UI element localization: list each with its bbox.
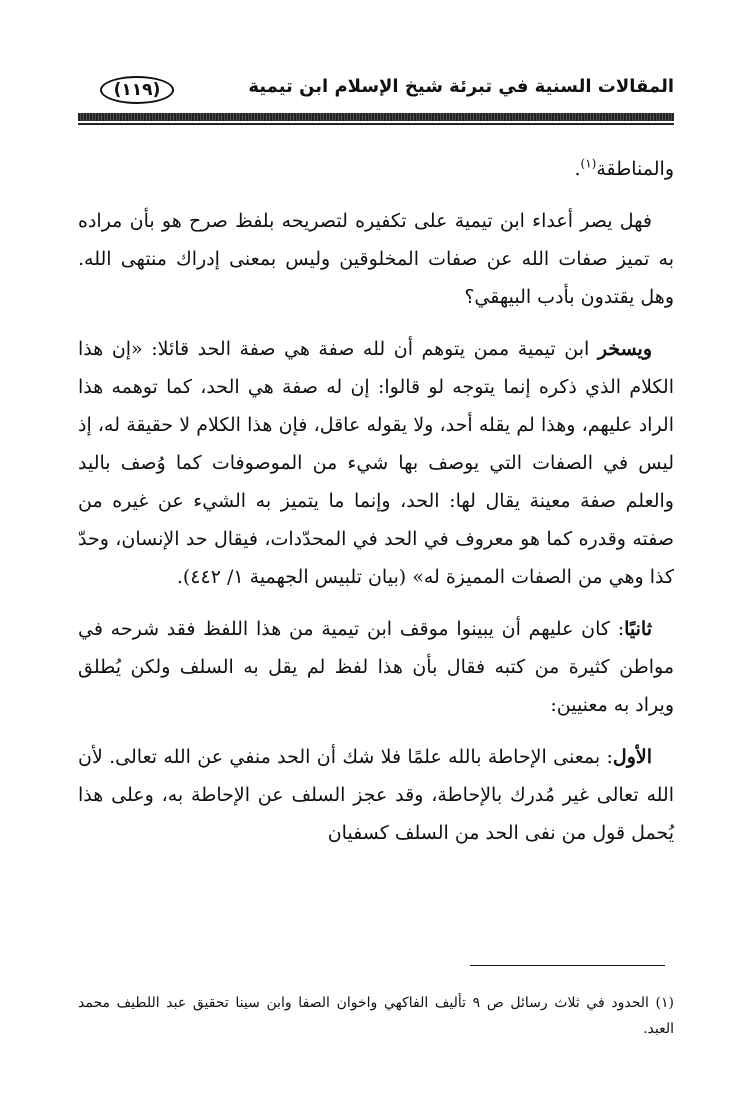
paragraph-5-lead: الأول — [612, 746, 652, 768]
paragraph-3-text: ابن تيمية ممن يتوهم أن لله صفة هي صفة الحد قائلا: «إن هذا الكلام الذي ذكره إنما يتوجه لو قالوا: إن له صفة هي الحد، كما توهمه هذا الراد عليهم، وهذا لم يقله أحد، ولا يقوله عاقل، فإن هذا الكلام لا حقيقة له، إذ ليس في الصفات التي يوصف بها شيء من الموصوفات كما وُصف باليد والعلم صفة معينة يقال لها: الحد، وإنما ما يتميز به الشيء عن غيره من صفته وقدره كما هو معروف في الحد في المحدّدات، فيقال حد الإنسان، وحدّ كذا وهي من الصفات المميزة له» (بيان تلبيس الجهمية ١/ ٤٤٢). — [78, 338, 674, 588]
page-number: (١١٩) — [113, 80, 161, 100]
paragraph-3 — [78, 330, 674, 596]
paragraph-1-text: والمناطقة — [596, 158, 674, 180]
paragraph-4-text: : كان عليهم أن يبينوا موقف ابن تيمية من هذا اللفظ فقد شرحه في مواطن كثيرة من كتبه فقال بأن هذا لفظ لم يقل به السلف ولكن يُطلق ويراد به معنيين: — [78, 618, 674, 716]
paragraph-5 — [78, 738, 674, 852]
paragraph-4-lead: ثانيًا — [624, 618, 652, 640]
paragraph-1-end: . — [574, 158, 581, 180]
page-number-oval — [100, 76, 174, 104]
footnote-1: (١) الحدود في ثلاث رسائل ص ٩ تأليف الفاكهي واخوان الصفا وابن سينا تحقيق عبد اللطيف محمد العبد. — [78, 995, 675, 1037]
header-rule-thin — [78, 123, 674, 125]
paragraph-4 — [78, 610, 674, 724]
paragraph-3-lead: ويسخر — [597, 338, 652, 360]
page-header — [78, 70, 674, 110]
footnote-reference: (١) — [580, 156, 597, 171]
body-text — [78, 150, 674, 866]
footnote-separator — [470, 965, 665, 966]
paragraph-1 — [78, 150, 674, 188]
paragraph-5-text: : بمعنى الإحاطة بالله علمًا فلا شك أن الحد منفي عن الله تعالى. لأن الله تعالى غير مُدرك بالإحاطة، وقد عجز السلف عن الإحاطة به، وعلى هذا يُحمل قول من نفى الحد من السلف كسفيان — [78, 746, 674, 844]
header-rule-thick — [78, 113, 674, 121]
paragraph-2: فهل يصر أعداء ابن تيمية على تكفيره لتصريحه بلفظ صرح هو بأن مراده به تميز صفات الله عن صفات المخلوقين وليس بمعنى إدراك منتهى الله. وهل يقتدون بأدب البيهقي؟ — [78, 210, 674, 308]
running-title: المقالات السنية في تبرئة شيخ الإسلام ابن تيمية — [248, 76, 674, 97]
